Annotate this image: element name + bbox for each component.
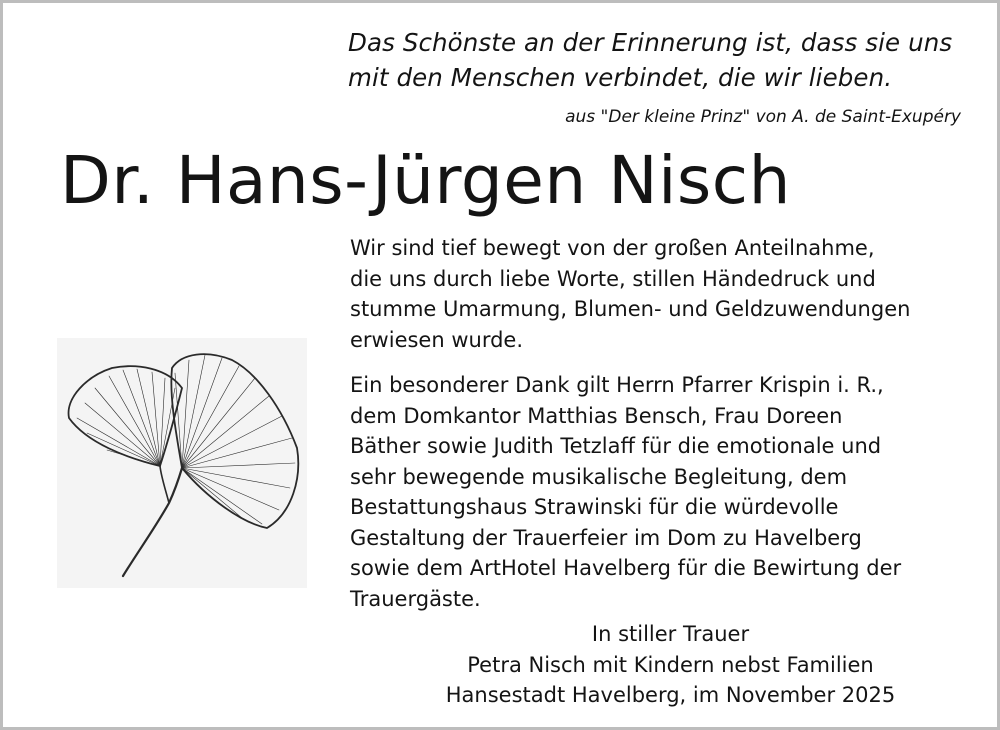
text-line: erwiesen wurde.	[350, 327, 524, 352]
text-line: sehr bewegende musikalische Begleitung, dem	[350, 464, 848, 489]
text-line: dem Domkantor Matthias Bensch, Frau Doreen	[350, 403, 843, 428]
quote-line: Das Schönste an der Erinnerung ist, dass sie uns	[348, 28, 953, 57]
signature-line: Hansestadt Havelberg, im November 2025	[445, 683, 896, 707]
quote	[348, 25, 968, 95]
text-line: stumme Umarmung, Blumen- und Geldzuwendungen	[350, 297, 911, 321]
signature-line: In stiller Trauer	[591, 622, 750, 646]
text-line: Trauergäste.	[350, 586, 481, 611]
text-line: die uns durch liebe Worte, stillen Händedruck und	[350, 266, 876, 291]
quote-source: aus "Der kleine Prinz" von A. de Saint-Exupéry	[565, 107, 961, 127]
signature	[433, 619, 908, 711]
signature-line: Petra Nisch mit Kindern nebst Familien	[467, 652, 874, 677]
ginkgo-leaves-icon	[57, 338, 307, 588]
quote-line: mit den Menschen verbindet, die wir lieben.	[348, 63, 893, 92]
text-line: sowie dem ArtHotel Havelberg für die Bewirtung der	[350, 556, 902, 580]
text-line: Bäther sowie Judith Tetzlaff für die emotionale und	[350, 434, 882, 458]
thanks-paragraph	[350, 233, 970, 355]
special-thanks-paragraph	[350, 370, 970, 614]
text-line: Wir sind tief bewegt von der großen Anteilnahme,	[350, 236, 875, 260]
text-line: Gestaltung der Trauerfeier im Dom zu Havelberg	[350, 525, 862, 550]
deceased-name: Dr. Hans-Jürgen Nisch	[60, 142, 791, 219]
text-line: Bestattungshaus Strawinski für die würdevolle	[350, 495, 839, 519]
text-line: Ein besonderer Dank gilt Herrn Pfarrer Krispin i. R.,	[350, 373, 884, 397]
